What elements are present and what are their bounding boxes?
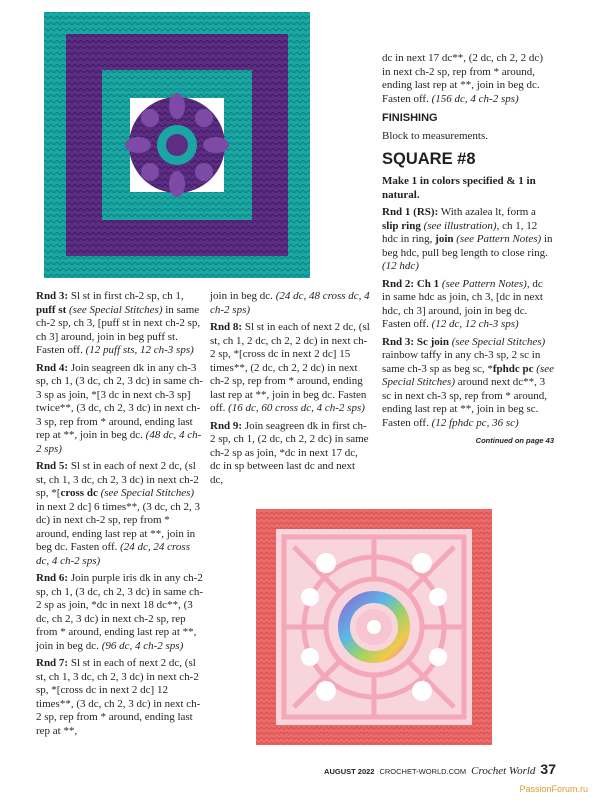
- column-1: [36, 290, 204, 742]
- rnd-3-head: Rnd 3:: [36, 290, 69, 302]
- page-footer: [324, 763, 556, 779]
- column-2: [210, 290, 370, 491]
- footer-site: CROCHET-WORLD.COM: [379, 767, 467, 776]
- watermark: PassionForum.ru: [519, 784, 588, 794]
- column-3: [382, 52, 554, 448]
- rnd-8-paragraph: Rnd 8: Sl st in each of next 2 dc, (sl st, ch 1, 2 dc, ch 2, 2 dc) in next ch-2 sp, *[cross dc in next 2 dc] 15 times**, (2 dc, ch 2, 2 dc) in next ch-2 sp, rep from * around, ending last rep at **, join in beg dc. Fasten off. (16 dc, 60 cross dc, 4 ch-2 sps): [210, 321, 370, 414]
- rnd-7-continued-paragraph: join in beg dc. (24 dc, 48 cross dc, 4 ch-2 sps): [210, 290, 370, 316]
- rnd-4-paragraph: Rnd 4: Join seagreen dk in any ch-3 sp, ch 1, (3 dc, ch 2, 3 dc) in same ch-3 sp as join, *[3 dc in next ch-3 sp] twice**, (3 dc, ch 2, 3 dc) in next ch-3 sp, rep from * around, ending last rep at **, join in beg dc. (48 dc, 4 ch-2 sps): [36, 361, 204, 455]
- coral-pink-square-photo: [254, 507, 494, 747]
- sq8-rnd-2-paragraph: Rnd 2: Ch 1 (see Pattern Notes), dc in same hdc as join, ch 3, [dc in next hdc, ch 3] around, join in beg dc. Fasten off. (12 dc, 12 ch-3 sps): [382, 277, 543, 330]
- teal-purple-square-photo: [42, 10, 312, 280]
- teal-purple-square-illustration: [42, 10, 312, 280]
- finishing-text: Block to measurements.: [382, 129, 489, 142]
- finishing-heading: FINISHING: [382, 112, 438, 124]
- footer-magazine: Crochet World: [471, 765, 536, 777]
- rnd-7-paragraph: Rnd 7: Sl st in each of next 2 dc, (sl st, ch 1, 3 dc, ch 2, 3 dc) in next ch-2 sp, *[cross dc in next 2 dc] 12 times**, (3 dc, ch 2, 3 dc) in next ch-2 sp, rep from * around, ending last rep at **,: [36, 657, 201, 737]
- footer-date: AUGUST 2022: [324, 767, 375, 776]
- rnd-9-paragraph: Rnd 9: Join seagreen dk in first ch-2 sp, ch 1, (2 dc, ch 2, 2 dc) in same ch-2 sp as join, *dc in next 17 dc, dc in sp between last dc and next dc,: [210, 419, 369, 486]
- sq8-rnd-1-paragraph: Rnd 1 (RS): With azalea lt, form a slip ring (see illustration), ch 1, 12 hdc in ring, join (see Pattern Notes) in beg hdc, pull beg length to close ring. (12 hdc): [382, 206, 553, 272]
- rnd-6-paragraph: Rnd 6: Join purple iris dk in any ch-2 sp, ch 1, (3 dc, ch 2, 3 dc) in same ch-2 sp as join, *dc in next 18 dc**, (3 dc, ch 2, 3 dc) in next ch-2 sp, rep from * around, ending last rep at **, join in beg dc. (96 dc, 4 ch-2 sps): [36, 572, 204, 652]
- continued-note: Continued on page 43: [475, 436, 554, 445]
- square-8-heading: SQUARE #8: [382, 150, 476, 168]
- rnd-5-paragraph: Rnd 5: Sl st in each of next 2 dc, (sl st, ch 1, 3 dc, ch 2, 3 dc) in next ch-2 sp, *[cross dc (see Special Stitches) in next 2 dc] 6 times**, (3 dc, ch 2, 3 dc) in next ch-2 sp, rep from * around, ending last rep at **, join in beg dc. Fasten off. (24 dc, 24 cross dc, 4 ch-2 sps): [36, 460, 201, 567]
- sq8-rnd-3-paragraph: Rnd 3: Sc join (see Special Stitches) rainbow taffy in any ch-3 sp, 2 sc in same ch-3 sp as beg sc, *fphdc pc (see Special Stitches) around next dc**, 3 sc in next ch-3 sp, rep from * around, ending last rep at **, join in beg sc. Fasten off. (12 fphdc pc, 36 sc): [382, 335, 555, 429]
- rnd-9-continued-paragraph: dc in next 17 dc**, (2 dc, ch 2, 2 dc) in next ch-2 sp, rep from * around, ending last rep at **, join in beg dc. Fasten off. (156 dc, 4 ch-2 sps): [382, 52, 543, 105]
- page-number: 37: [540, 761, 556, 777]
- square-8-make-note: Make 1 in colors specified & 1 in natural.: [382, 175, 536, 201]
- rnd-3-paragraph: Rnd 3: Sl st in first ch-2 sp, ch 1, puff st (see Special Stitches) in same ch-2 sp, ch 3, [puff st in next ch-2 sp, ch 3] around, join in beg puff st. Fasten off. (12 puff sts, 12 ch-3 sps): [36, 290, 201, 356]
- coral-pink-square-illustration: [254, 507, 494, 747]
